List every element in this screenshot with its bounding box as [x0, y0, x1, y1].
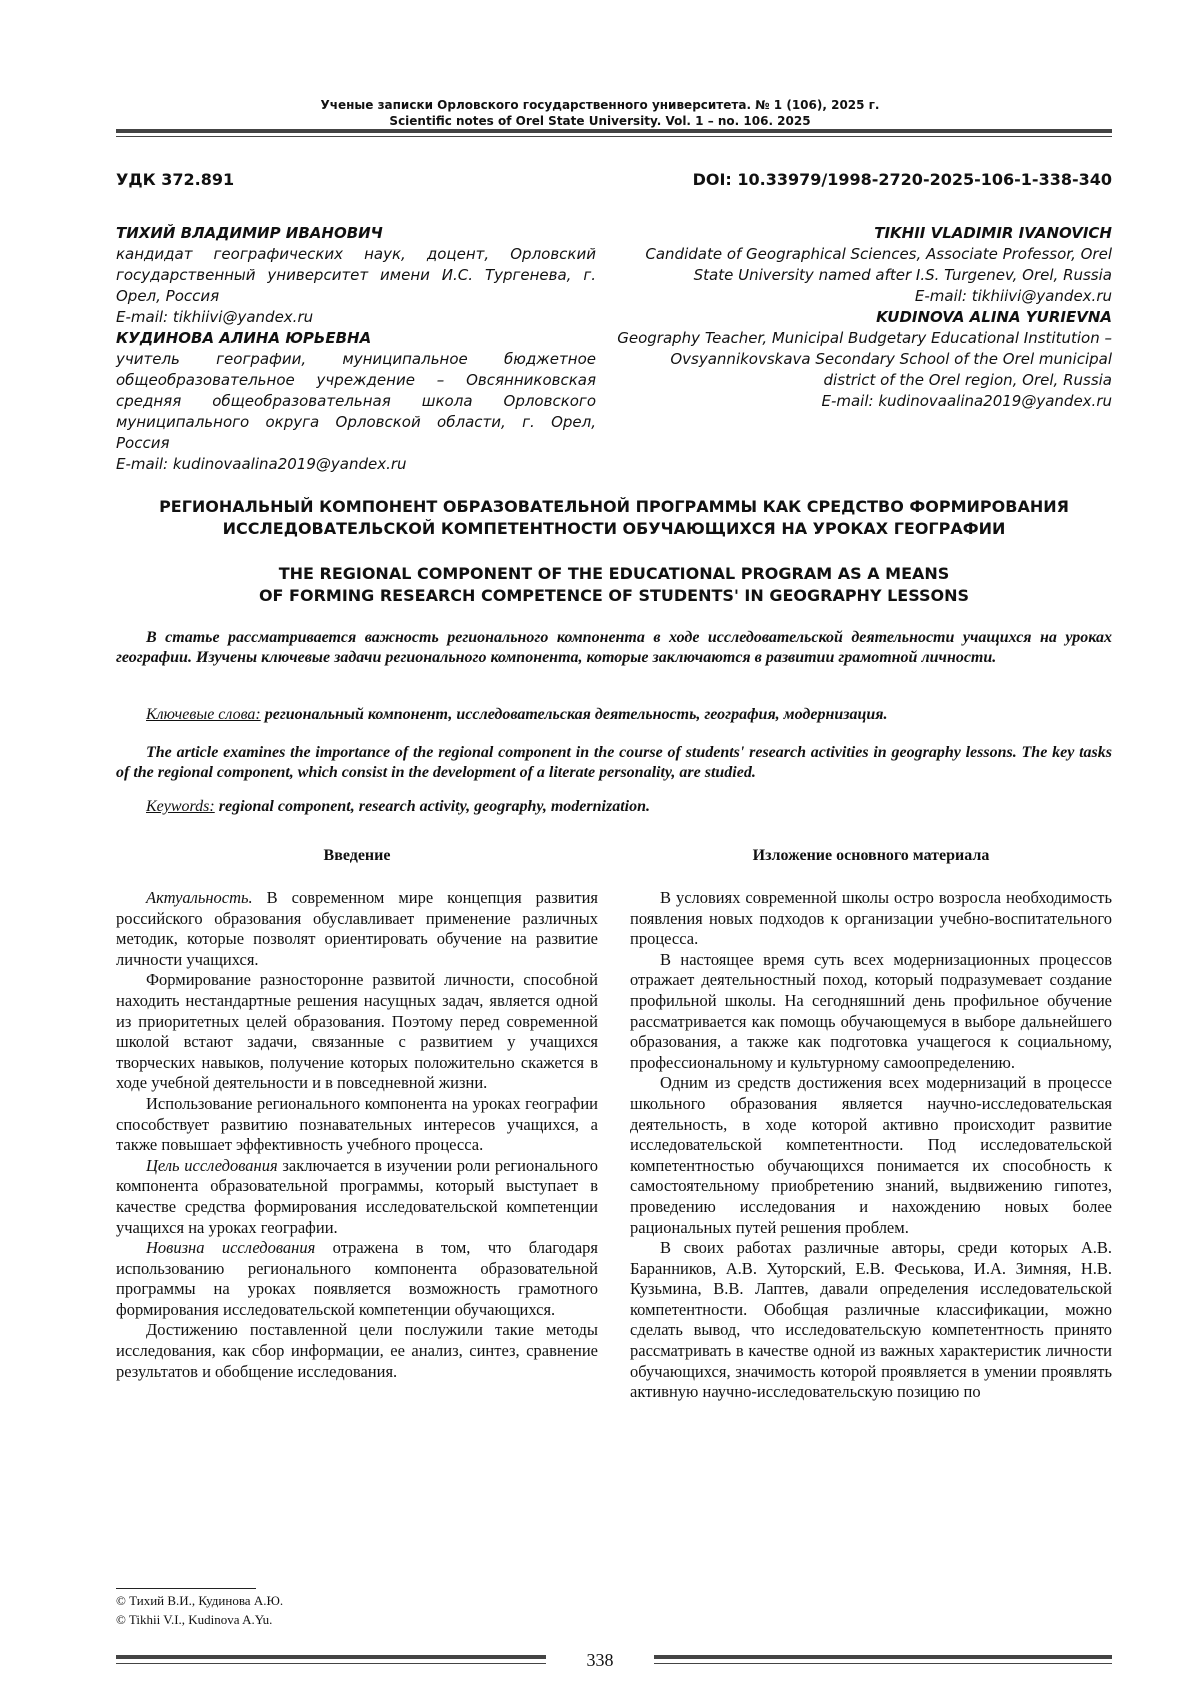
author-name: КУДИНОВА АЛИНА ЮРЬЕВНА	[116, 329, 372, 347]
authors-ru	[116, 223, 596, 475]
copyright-en: © Tikhii V.I., Kudinova A.Yu.	[116, 1612, 273, 1627]
paragraph: В условиях современной школы остро возросла необходимость появления новых подходов к организации учебно-воспитательного процесса.	[630, 888, 1112, 949]
paragraph	[116, 1238, 598, 1320]
keywords-text: региональный компонент, исследовательская деятельность, география, модернизация.	[260, 706, 888, 723]
article-title-ru	[116, 496, 1112, 540]
page-number: 338	[586, 1650, 614, 1670]
title-ru-line: ИССЛЕДОВАТЕЛЬСКОЙ КОМПЕТЕНТНОСТИ ОБУЧАЮЩИХСЯ НА УРОКАХ ГЕОГРАФИИ	[222, 519, 1006, 538]
title-ru-line: РЕГИОНАЛЬНЫЙ КОМПОНЕНТ ОБРАЗОВАТЕЛЬНОЙ ПРОГРАММЫ КАК СРЕДСТВО ФОРМИРОВАНИЯ	[159, 497, 1069, 516]
author-name: ТИХИЙ ВЛАДИМИР ИВАНОВИЧ	[116, 224, 383, 242]
author-email[interactable]: E-mail: tikhiivi@yandex.ru	[914, 287, 1112, 305]
journal-title-ru: Ученые записки Орловского государственного университета. № 1 (106), 2025 г.	[320, 98, 880, 112]
paragraph	[116, 888, 598, 970]
footer-rule-right	[654, 1655, 1112, 1667]
paragraph: Одним из средств достижения всех модернизаций в процессе школьного образования является научно-исследовательская деятельность, в ходе которой активно происходит развитие исследовательской компетентности. Под исследовательской компетентностью обучающихся понимается их способность к самостоятельному приобретению знаний, выдвижению гипотез, проведению исследования и нахождению новых более рациональных путей решения проблем.	[630, 1073, 1112, 1237]
paragraph-text: Использование регионального компонента на уроках географии способствует развитию познавательных интересов учащихся, а также повышает эффективность учебного процесса.	[116, 1093, 598, 1155]
paragraph: В своих работах различные авторы, среди которых А.В. Баранников, А.В. Хуторский, Е.В. Феськова, И.А. Зимняя, Н.В. Кузьмина, В.В. Лаптев, давали определения исследовательской компетентности. Обобщая различные классификации, можно сделать вывод, что исследовательскую компетентность принято рассматривать в качестве одной из важных характеристик личности обучающихся, значимость которой проявляется в умении проявлять активную научно-исследовательскую позицию по	[630, 1238, 1112, 1402]
column-left	[116, 846, 598, 1382]
paragraph	[116, 970, 598, 1094]
footnotes	[116, 1591, 283, 1629]
keywords-en	[146, 797, 1112, 817]
paragraph-text: Формирование разносторонне развитой личности, способной находить нестандартные решения насущных задач, является одной из приоритетных целей образования. Поэтому перед современной школой встают задачи, связанные с развитием у учащихся творческих навыков, получение которых положительно скажется в ходе учебной деятельности и в повседневной жизни.	[116, 970, 598, 1093]
author-email[interactable]: E-mail: kudinovaalina2019@yandex.ru	[821, 392, 1112, 410]
abstract-ru: В статье рассматривается важность регионального компонента в ходе исследовательской деятельности учащихся на уроках географии. Изучены ключевые задачи регионального компонента, которые заключаются в развитии грамотной личности.	[116, 629, 1112, 666]
udk-code: УДК 372.891	[116, 170, 235, 189]
column-right	[630, 846, 1112, 1403]
article-title-en	[116, 563, 1112, 607]
keywords-ru	[146, 705, 1112, 725]
footnote-rule	[116, 1588, 256, 1589]
section-heading: Введение	[323, 847, 391, 864]
paragraph-lead: Цель исследования	[146, 1155, 278, 1175]
section-heading: Изложение основного материала	[752, 847, 990, 864]
paragraph-text: В современном мире концепция развития российского образования обуславливает применение различных методик, которые позволят ориентировать обучение на развитие личности учащихся.	[116, 888, 598, 969]
title-en-line: THE REGIONAL COMPONENT OF THE EDUCATIONAL PROGRAM AS A MEANS	[278, 564, 950, 583]
paragraph: В настоящее время суть всех модернизационных процессов отражает деятельностный поход, который подразумевает создание профильной школы. На сегодняшний день профильное обучение рассматривается как помощь обучающемуся в выборе дальнейшего образования, а также как подготовка учащегося к социальному, профессиональному и культурному самоопределению.	[630, 949, 1112, 1072]
authors-en	[616, 223, 1112, 412]
author-email[interactable]: E-mail: kudinovaalina2019@yandex.ru	[116, 455, 407, 473]
keywords-label: Ключевые слова:	[146, 706, 261, 723]
header-rule-thin	[116, 136, 1112, 137]
author-name: KUDINOVA ALINA YURIEVNA	[876, 308, 1112, 326]
paragraph-lead: Актуальность.	[146, 888, 253, 907]
header-rule-thick	[116, 129, 1112, 133]
author-email[interactable]: E-mail: tikhiivi@yandex.ru	[116, 308, 314, 326]
title-en-line: OF FORMING RESEARCH COMPETENCE OF STUDENTS' IN GEOGRAPHY LESSONS	[258, 586, 970, 605]
doi: DOI: 10.33979/1998-2720-2025-106-1-338-340	[692, 170, 1112, 189]
paragraph-lead: Новизна исследования	[146, 1238, 316, 1258]
abstract-en: The article examines the importance of the regional component in the course of students' research activities in geography lessons. The key tasks of the regional component, which consist in the development of a literate personality, are studied.	[116, 744, 1112, 781]
paragraph-text: заключается в изучении роли регионального компонента образовательной программы, который выступает в качестве средства формирования исследовательской компетенции учащихся на уроках географии.	[116, 1155, 598, 1237]
paragraph-text: отражена в том, что благодаря использованию регионального компонента образовательной программы на уроках появляется возможность грамотного формирования исследовательской компетенции обучающихся.	[116, 1238, 598, 1319]
running-head	[0, 97, 1200, 129]
author-affiliation: Candidate of Geographical Sciences, Associate Professor, Orel State University named after I.S. Turgenev, Orel, Russia	[645, 245, 1112, 284]
author-affiliation: кандидат географических наук, доцент, Орловский государственный университет имени И.С. Тургенева, г. Орел, Россия	[116, 245, 596, 305]
paragraph-text: Достижению поставленной цели послужили такие методы исследования, как сбор информации, ее анализ, синтез, сравнение результатов и обобщение исследования.	[116, 1320, 598, 1381]
paragraph	[116, 1320, 598, 1382]
paragraph	[116, 1156, 598, 1238]
author-name: TIKHII VLADIMIR IVANOVICH	[874, 224, 1112, 242]
author-affiliation: Geography Teacher, Municipal Budgetary Educational Institution – Ovsyannikovskava Secondary School of the Orel municipal district of the Orel region, Orel, Russia	[617, 329, 1112, 389]
footer-rule-left	[116, 1655, 546, 1667]
author-affiliation: учитель географии, муниципальное бюджетное общеобразовательное учреждение – Овсянниковская средняя общеобразовательная школа Орловского муниципального округа Орловской области, г. Орел, Россия	[116, 350, 596, 452]
copyright-ru: © Тихий В.И., Кудинова А.Ю.	[116, 1593, 284, 1608]
keywords-text: regional component, research activity, geography, modernization.	[214, 798, 650, 815]
paragraph	[116, 1094, 598, 1156]
keywords-label: Keywords:	[146, 798, 215, 815]
journal-title-en: Scientific notes of Orel State University. Vol. 1 – no. 106. 2025	[389, 114, 811, 128]
article-meta	[116, 170, 1112, 194]
